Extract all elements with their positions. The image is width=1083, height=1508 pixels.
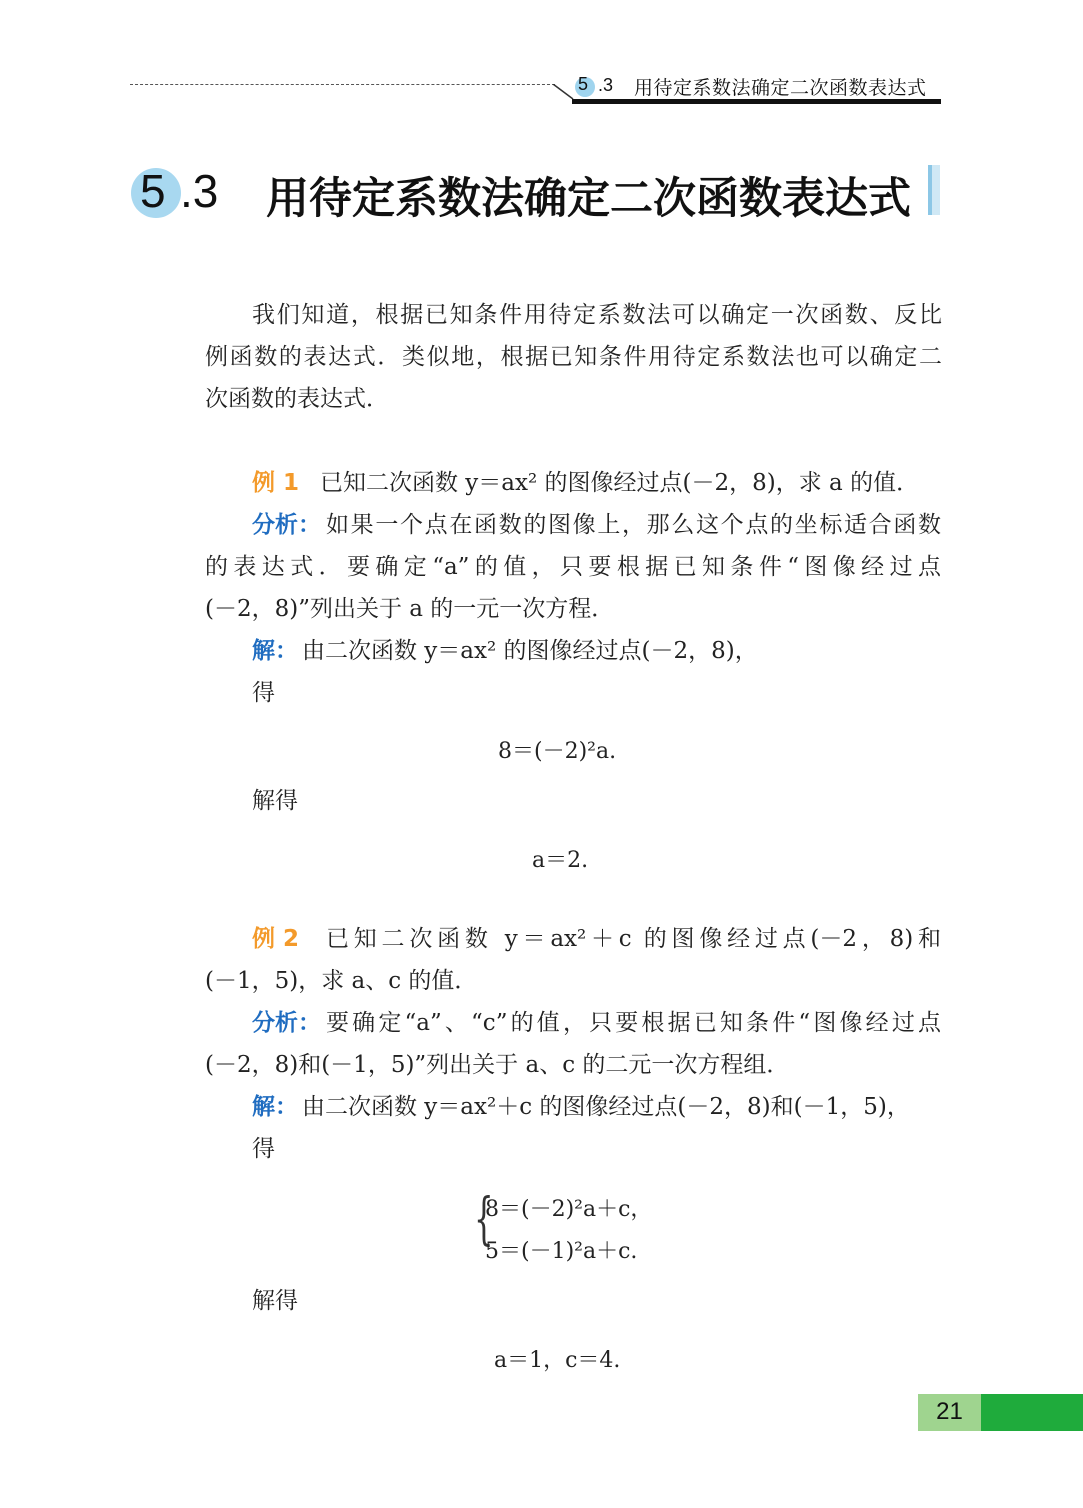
example2-solution-line-2: 得 [252,1136,275,1162]
intro-line-2: 例函数的表达式．类似地，根据已知条件用待定系数法也可以确定二 [205,344,942,370]
example2-solution-label-text: 解： [252,1094,298,1120]
intro-line-3: 次函数的表达式． [205,386,389,412]
equation-system-brace: { [474,1187,494,1252]
header-section-sub: .3 [598,75,614,95]
intro-line-1: 我们知道，根据已知条件用待定系数法可以确定一次函数、反比 [252,302,942,328]
example2-result: a＝1，c＝4. [494,1348,621,1373]
example1-label [252,468,299,498]
example2-solution-label [252,1092,298,1122]
section-title-stripe-accent [928,165,932,215]
section-title: 用待定系数法确定二次函数表达式 [266,174,911,224]
example1-text: 已知二次函数 y＝ax² 的图像经过点(－2，8)，求 a 的值． [320,470,920,496]
header-rule-dashed [130,84,555,85]
example2-text-line-1: 已知二次函数 y＝ax²＋c 的图像经过点(－2，8)和 [326,926,941,952]
example2-label-text: 例 2 [252,926,300,952]
page-number: 21 [936,1398,963,1425]
example1-analysis-label-text: 分析： [252,512,321,538]
example2-analysis-line-2: (－2，8)和(－1，5)”列出关于 a、c 的二元一次方程组． [205,1052,790,1078]
example1-solved-label: 解得 [252,788,298,814]
example1-result: a＝2. [532,848,589,873]
example1-analysis-line-1: 如果一个点在函数的图像上，那么这个点的坐标适合函数 [326,512,941,538]
example1-analysis-line-2: 的表达式．要确定“a”的值，只要根据已知条件“图像经过点 [205,554,941,580]
example1-solution-line-1: 由二次函数 y＝ax² 的图像经过点(－2，8)， [302,638,758,664]
example1-equation: 8＝(－2)²a. [498,739,617,764]
header-section-number: 5 [578,74,589,94]
example1-analysis-line-3: (－2，8)”列出关于 a 的一元一次方程． [205,596,615,622]
example1-label-text: 例 1 [252,470,300,496]
example2-analysis-label [252,1008,321,1038]
header-title: 用待定系数法确定二次函数表达式 [634,77,927,99]
equation-system-line-2: 5＝(－1)²a＋c. [485,1239,638,1264]
section-sub-number: .3 [180,165,219,217]
example2-solution-line-1: 由二次函数 y＝ax²＋c 的图像经过点(－2，8)和(－1，5)， [302,1094,910,1120]
example2-analysis-label-text: 分析： [252,1010,321,1036]
example2-analysis-line-1: 要确定“a”、“c”的值，只要根据已知条件“图像经过点 [326,1010,941,1036]
example1-solution-label-text: 解： [252,638,298,664]
example1-analysis-label [252,510,321,540]
equation-system-line-1: 8＝(－2)²a＋c， [485,1197,653,1222]
section-number: 5 [140,165,166,217]
example2-solved-label: 解得 [252,1288,298,1314]
example1-solution-label [252,636,298,666]
example2-label [252,924,299,954]
example2-text-line-2: (－1，5)，求 a、c 的值． [205,968,478,994]
page-number-bar [981,1394,1083,1431]
example1-solution-line-2: 得 [252,680,275,706]
